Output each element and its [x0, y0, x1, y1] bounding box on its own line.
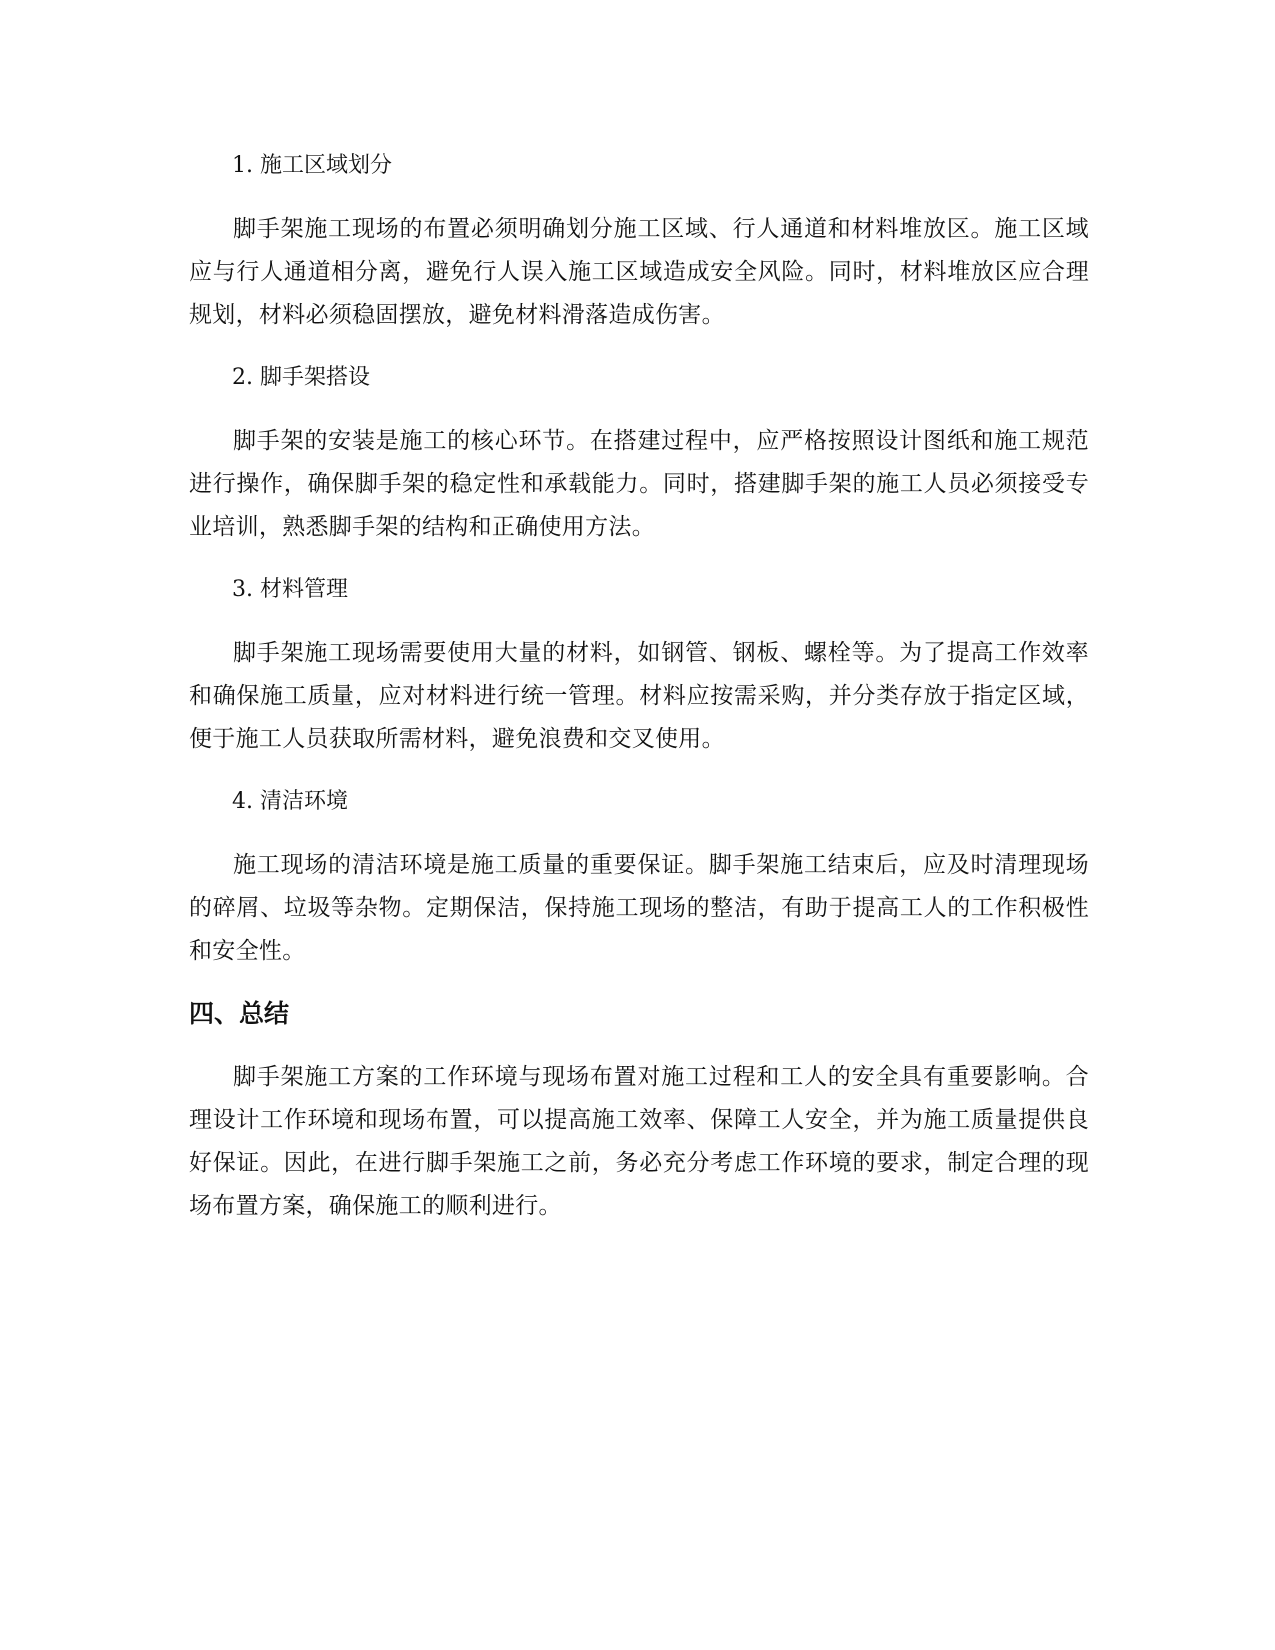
- document-content: [189, 145, 1089, 1228]
- item-title-2: 2. 脚手架搭设: [232, 365, 370, 390]
- section-heading-summary: 四、总结: [189, 999, 290, 1028]
- item-title-1: 1. 施工区域划分: [232, 153, 392, 178]
- item-title-3: 3. 材料管理: [232, 577, 348, 602]
- item-paragraph-1: 脚手架施工现场的布置必须明确划分施工区域、行人通道和材料堆放区。施工区域应与行人通道相分离，避免行人误入施工区域造成安全风险。同时，材料堆放区应合理规划，材料必须稳固摆放，避免材料滑落造成伤害。: [189, 216, 1089, 328]
- item-title-4: 4. 清洁环境: [232, 789, 348, 814]
- item-paragraph-3: 脚手架施工现场需要使用大量的材料，如钢管、钢板、螺栓等。为了提高工作效率和确保施工质量，应对材料进行统一管理。材料应按需采购，并分类存放于指定区域，便于施工人员获取所需材料，避免浪费和交叉使用。: [189, 640, 1089, 752]
- summary-paragraph: 脚手架施工方案的工作环境与现场布置对施工过程和工人的安全具有重要影响。合理设计工作环境和现场布置，可以提高施工效率、保障工人安全，并为施工质量提供良好保证。因此，在进行脚手架施工之前，务必充分考虑工作环境的要求，制定合理的现场布置方案，确保施工的顺利进行。: [189, 1064, 1089, 1219]
- item-paragraph-2: 脚手架的安装是施工的核心环节。在搭建过程中，应严格按照设计图纸和施工规范进行操作，确保脚手架的稳定性和承载能力。同时，搭建脚手架的施工人员必须接受专业培训，熟悉脚手架的结构和正确使用方法。: [189, 428, 1089, 540]
- item-paragraph-4: 施工现场的清洁环境是施工质量的重要保证。脚手架施工结束后，应及时清理现场的碎屑、垃圾等杂物。定期保洁，保持施工现场的整洁，有助于提高工人的工作积极性和安全性。: [189, 852, 1089, 964]
